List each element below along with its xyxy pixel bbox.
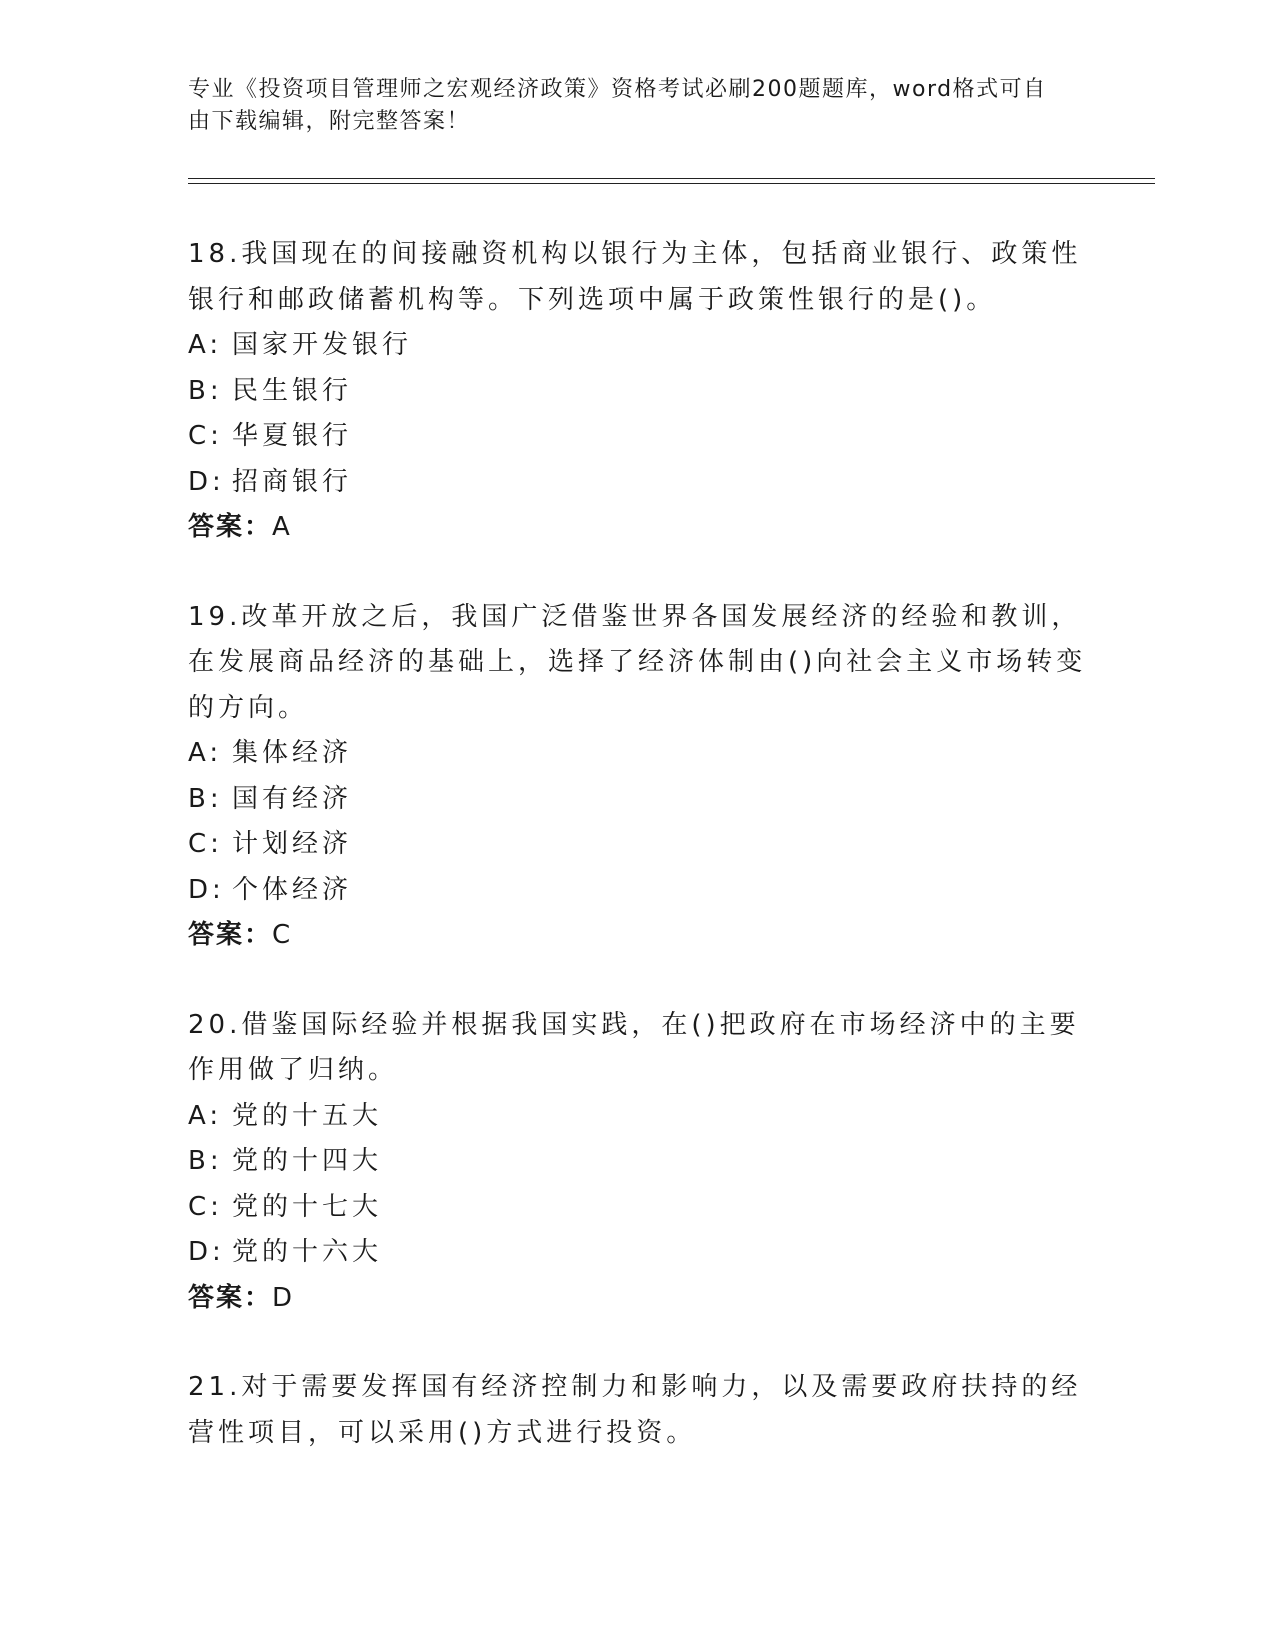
option-c: [188, 414, 1088, 460]
option-letter: D:: [188, 1237, 225, 1267]
question-text: 20.借鉴国际经验并根据我国实践，在()把政府在市场经济中的主要作用做了归纳。: [188, 1009, 1080, 1085]
option-letter: D:: [188, 874, 225, 905]
option-letter: A:: [188, 330, 223, 360]
answer-value: D: [272, 1282, 295, 1313]
document-header: 专业《投资项目管理师之宏观经济政策》资格考试必刷200题题库，word格式可自由下载编辑，附完整答案！: [188, 77, 1047, 134]
option-text: 党的十七大: [232, 1191, 383, 1222]
option-text: 个体经济: [232, 874, 353, 905]
question-text: 19.改革开放之后，我国广泛借鉴世界各国发展经济的经验和教训，在发展商品经济的基础上，选择了经济体制由()向社会主义市场转变的方向。: [188, 601, 1087, 723]
answer-value: C: [272, 920, 293, 950]
option-d: [188, 460, 1088, 506]
option-text: 党的十四大: [232, 1146, 383, 1176]
option-a: [188, 731, 1088, 777]
option-text: 民生银行: [232, 375, 353, 406]
question-19: [188, 595, 1088, 959]
option-d: [188, 1230, 1088, 1276]
option-a: [188, 1094, 1088, 1140]
answer-line: [188, 505, 1088, 551]
question-18: [188, 232, 1088, 551]
option-letter: A:: [188, 738, 223, 768]
option-d: [188, 868, 1088, 914]
option-text: 华夏银行: [232, 421, 353, 451]
option-letter: B:: [188, 375, 223, 406]
option-b: [188, 777, 1088, 823]
answer-value: A: [272, 512, 292, 542]
option-letter: B:: [188, 783, 223, 814]
question-20: [188, 1003, 1088, 1322]
question-21: [188, 1365, 1088, 1456]
option-letter: A:: [188, 1100, 223, 1131]
option-text: 党的十五大: [232, 1100, 383, 1131]
option-text: 计划经济: [232, 829, 353, 859]
option-letter: B:: [188, 1146, 223, 1176]
option-text: 招商银行: [232, 466, 353, 497]
header-divider-top: [188, 178, 1155, 179]
option-a: [188, 323, 1088, 369]
option-text: 党的十六大: [232, 1237, 383, 1267]
answer-label: 答案：: [188, 920, 273, 950]
question-list: [188, 232, 1088, 1500]
answer-line: [188, 1276, 1088, 1322]
question-text: 18.我国现在的间接融资机构以银行为主体，包括商业银行、政策性银行和邮政储蓄机构等。下列选项中属于政策性银行的是()。: [188, 239, 1082, 315]
answer-label: 答案：: [188, 1282, 273, 1313]
option-b: [188, 1139, 1088, 1185]
option-letter: C:: [188, 421, 223, 451]
option-letter: C:: [188, 1191, 223, 1222]
option-text: 国有经济: [232, 783, 353, 814]
option-text: 国家开发银行: [232, 330, 413, 360]
option-text: 集体经济: [232, 738, 353, 768]
question-text: 21.对于需要发挥国有经济控制力和影响力，以及需要政府扶持的经营性项目，可以采用()方式进行投资。: [188, 1372, 1082, 1448]
option-letter: C:: [188, 829, 223, 859]
option-c: [188, 1185, 1088, 1231]
option-letter: D:: [188, 466, 225, 497]
header-divider-bottom: [188, 183, 1155, 184]
option-c: [188, 822, 1088, 868]
answer-line: [188, 913, 1088, 959]
option-b: [188, 369, 1088, 415]
answer-label: 答案：: [188, 512, 273, 542]
